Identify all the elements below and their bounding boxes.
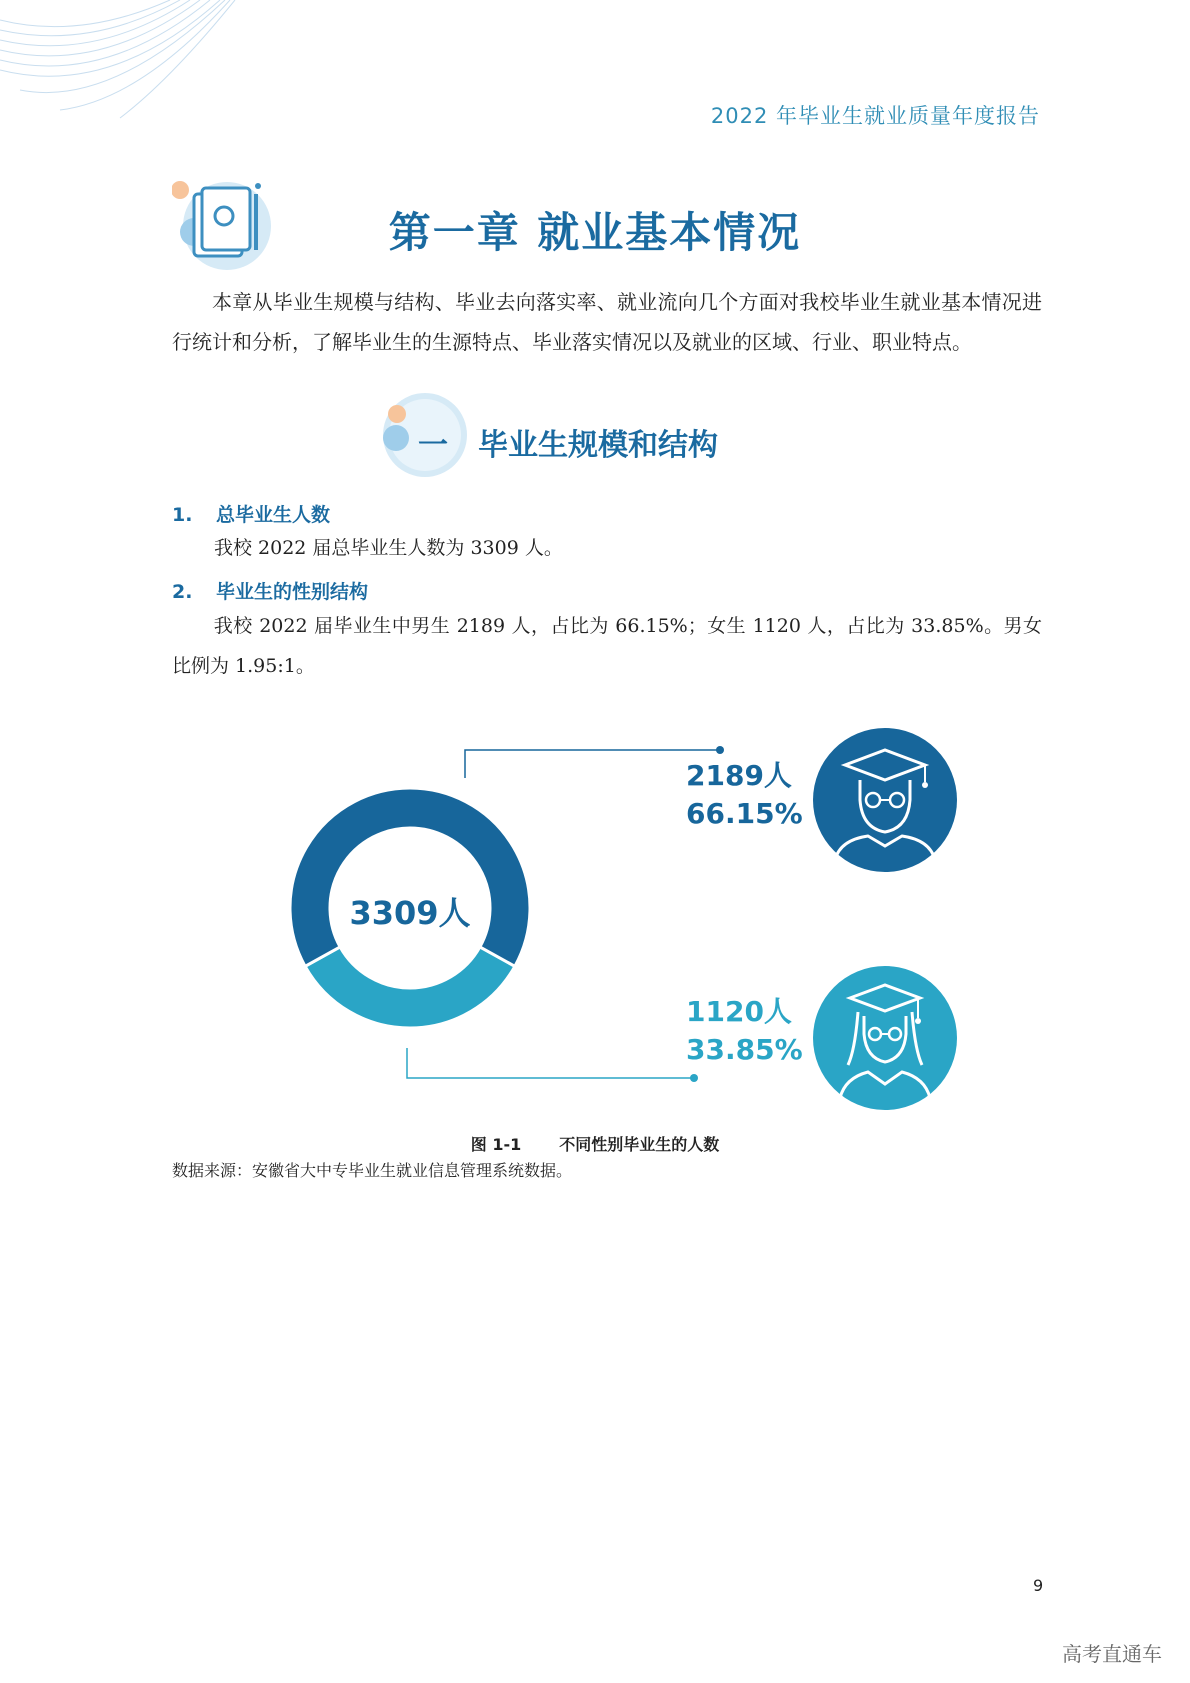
donut-total-label: 3309人 <box>349 894 471 932</box>
male-connector-dot <box>716 746 724 754</box>
chapter-title: 第一章 就业基本情况 <box>388 208 802 257</box>
female-connector-dot <box>690 1074 698 1082</box>
female-stats <box>686 993 803 1069</box>
male-percentage: 66.15% <box>686 797 803 830</box>
female-graduate-icon <box>813 966 957 1110</box>
subheading-total <box>172 500 330 527</box>
gender-paragraph: 我校 2022 届毕业生中男生 2189 人，占比为 66.15%；女生 1120 人，占比为 33.85%。男女比例为 1.95:1。 <box>172 615 1042 677</box>
male-graduate-icon <box>813 728 957 872</box>
figure-title: 不同性别毕业生的人数 <box>559 1135 720 1154</box>
female-slice <box>305 947 515 1028</box>
report-header-title: 2022 年毕业生就业质量年度报告 <box>710 104 1040 128</box>
male-count: 2189人 <box>686 759 792 792</box>
watermark-text: 高考直通车 <box>1062 1642 1162 1666</box>
subheading-gender <box>172 577 368 604</box>
section-title-text: 毕业生规模和结构 <box>478 428 718 463</box>
figure-number: 图 1-1 <box>470 1135 522 1154</box>
subheading-index: 1. <box>172 504 193 526</box>
section-number: 一 <box>418 428 448 463</box>
male-connector-line <box>465 750 720 778</box>
female-count: 1120人 <box>686 995 792 1028</box>
decorative-waves <box>0 0 240 120</box>
figure-caption <box>0 1132 1190 1155</box>
subheading-text: 总毕业生人数 <box>216 504 331 526</box>
female-percentage: 33.85% <box>686 1033 803 1066</box>
male-stats <box>686 757 803 833</box>
gender-donut-chart <box>0 700 1190 1130</box>
section-title <box>418 420 718 464</box>
female-connector-line <box>407 1048 694 1078</box>
subheading-index: 2. <box>172 581 193 603</box>
total-paragraph: 我校 2022 届总毕业生人数为 3309 人。 <box>214 537 563 559</box>
page-number: 9 <box>1033 1576 1044 1595</box>
data-source-note: 数据来源：安徽省大中专毕业生就业信息管理系统数据。 <box>172 1161 573 1180</box>
chapter-intro: 本章从毕业生规模与结构、毕业去向落实率、就业流向几个方面对我校毕业生就业基本情况进行统计和分析，了解毕业生的生源特点、毕业落实情况以及就业的区域、行业、职业特点。 <box>172 290 1042 354</box>
subheading-text: 毕业生的性别结构 <box>216 581 369 603</box>
male-slice <box>290 788 530 966</box>
